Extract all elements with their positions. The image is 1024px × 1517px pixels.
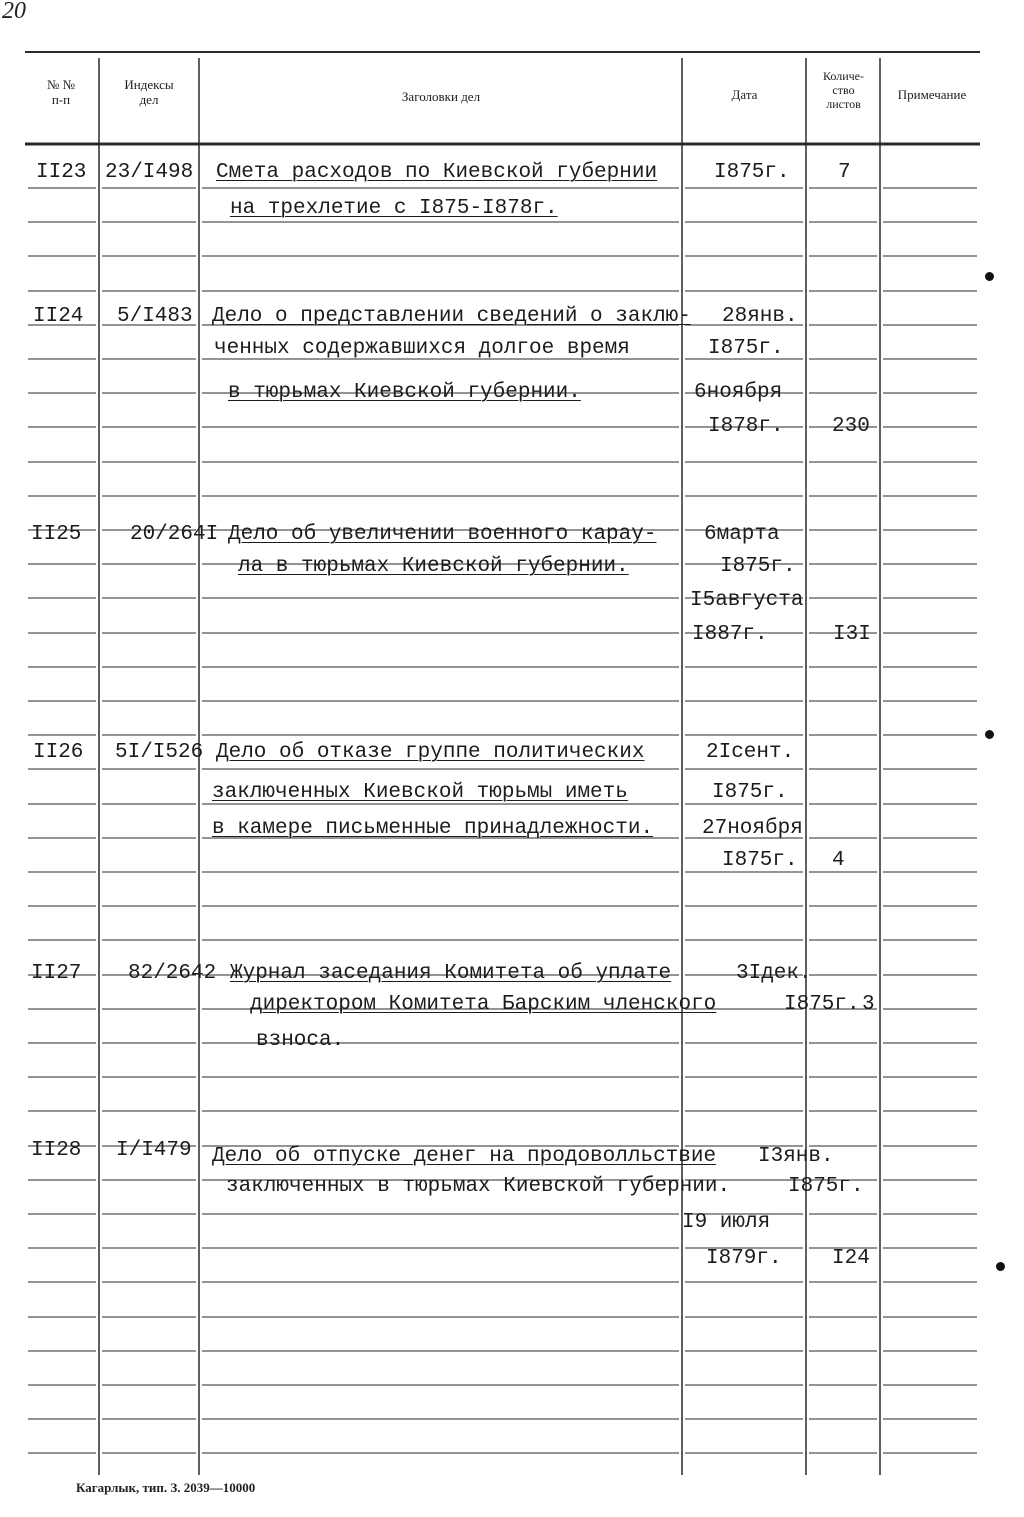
entry-date-line: I875г. [720,555,796,578]
printer-imprint: Кагарлык, тип. З. 2039—10000 [76,1480,256,1495]
entry-date-line: I875г. [784,993,860,1016]
entry-date-line: I5августа [690,589,804,612]
entry-date-line: I875г. [722,849,798,872]
header-number: № № п-п [46,77,76,107]
corner-mark: 20 [2,0,26,24]
entry-title-line: заключенных в тюрьмах Киевской губернии. [226,1175,731,1198]
entry-date-line: I3янв. [758,1145,834,1168]
entry-date-line: 6ноября [694,381,783,404]
entry-date-line: I9 июля [682,1211,771,1234]
entry-index: I/I479 [116,1139,192,1162]
entry-number: II28 [31,1139,82,1162]
punch-hole [996,1262,1005,1271]
entry-sheets: 7 [838,161,851,184]
entry-sheets: I3I [833,623,871,646]
entry-date-line: I875г. [708,337,784,360]
entry-title-line: ла в тюрьмах Киевской губернии. [238,555,629,578]
entry-title-line: Дело о представлении сведений о заклю- [212,305,691,328]
header-date: Дата [731,87,758,102]
entry-title-line: Дело об отказе группе политических [216,741,645,764]
entry-title-line: Дело об увеличении военного карау- [228,523,657,546]
entry-date-line: I875г. [714,161,790,184]
entry-date-line: 28янв. [722,305,798,328]
entry-sheets: 230 [832,415,870,438]
entry-date-line: I887г. [692,623,768,646]
entry-number: II23 [36,161,87,184]
punch-hole [985,272,994,281]
entry-title-line: Журнал заседания Комитета об уплате [230,962,672,985]
entry-date-line: I875г. [788,1175,864,1198]
entry-title-line: на трехлетие с I875-I878г. [230,197,558,220]
entry-index: 23/I498 [105,161,194,184]
entry-date-line: 6марта [704,523,780,546]
entry-date-line: I879г. [706,1247,782,1270]
entry-title-line: Смета расходов по Киевской губернии [216,161,658,184]
entry-index: 5/I483 [117,305,193,328]
header-index: Индексы дел [124,77,174,107]
header-note: Примечание [897,87,967,102]
entry-title-line: в тюрьмах Киевской губернии. [228,381,581,404]
entry-title-line: взноса. [256,1029,345,1052]
entry-date-line: I875г. [712,781,788,804]
entry-title-line: заключенных Киевской тюрьмы иметь [212,781,628,804]
entry-title-line: в камере письменные принадлежности. [212,817,654,840]
entry-index: 82/2642 [128,962,217,985]
entry-index: 5I/I526 [115,741,204,764]
entry-date-line: I878г. [708,415,784,438]
entry-number: II24 [33,305,84,328]
entry-date-line: 27ноября [702,817,803,840]
entry-sheets: 3 [862,993,875,1016]
entry-date-line: 3Iдек. [736,962,812,985]
header-sheets: Количе- ство листов [822,69,864,111]
entry-number: II27 [31,962,82,985]
entry-sheets: 4 [832,849,845,872]
punch-hole [985,730,994,739]
entry-number: II26 [33,741,84,764]
entry-title-line: директором Комитета Барским членского [250,993,717,1016]
entry-index: 20/264I [130,523,219,546]
header-title: Заголовки дел [401,89,481,104]
entry-sheets: I24 [832,1247,870,1270]
entry-title-line: Дело об отпуске денег на продоволльствие [212,1145,717,1168]
entry-date-line: 2Iсент. [706,741,795,764]
entry-number: II25 [31,523,82,546]
entry-title-line: ченных содержавшихся долгое время [214,337,630,360]
